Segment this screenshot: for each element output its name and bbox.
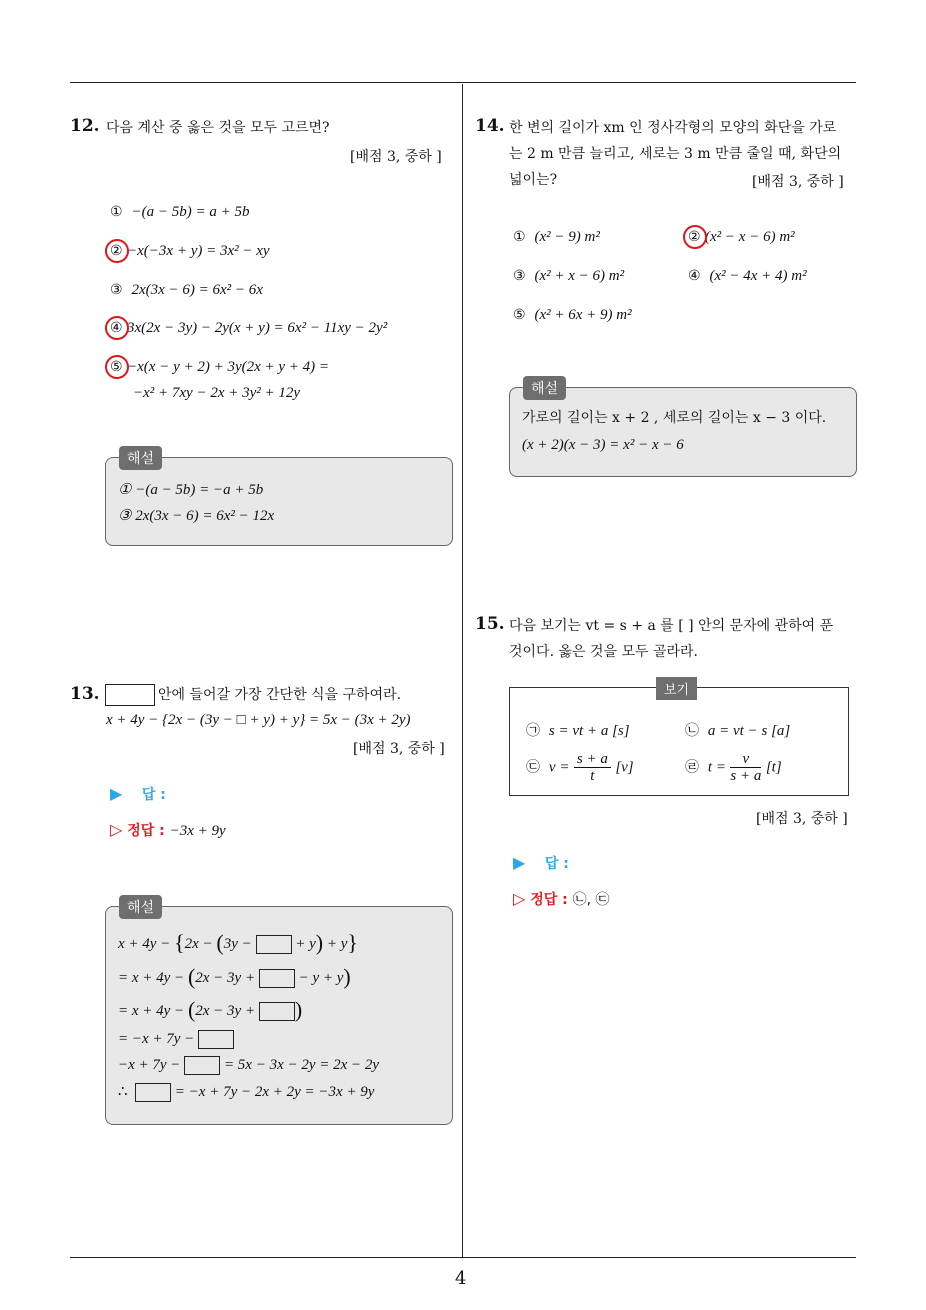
item-expr: a = vt − s [a] — [707, 723, 791, 739]
choice-label: ② — [688, 229, 701, 245]
q15-correct-answer-row — [513, 889, 610, 909]
choice-label: ① — [110, 204, 123, 220]
q12-difficulty: [배점 3, 중하 ] — [350, 149, 442, 165]
q15-item-4: ㉣ t = $\frac{v}{s + a}$ [t] — [685, 751, 782, 784]
q15-difficulty: [배점 3, 중하 ] — [756, 811, 848, 827]
item-expr: s = vt + a [s] — [548, 723, 630, 739]
choice-label: ③ — [513, 268, 526, 284]
q13-difficulty: [배점 3, 중하 ] — [353, 741, 445, 757]
choice-expr: −x(−3x + y) = 3x² − xy — [127, 243, 270, 259]
q13-correct-answer-row — [110, 820, 226, 840]
q13-blank-box — [105, 684, 155, 706]
q13-equation: x + 4y − {2x − (3y − □ + y) + y} = 5x − (3x + 2y) — [106, 712, 411, 728]
item-label: ㉡ — [685, 723, 699, 739]
blank-box — [259, 969, 295, 988]
q13-solution-line-2: = x + 4y − (2x − 3y + − y + y) — [118, 964, 351, 989]
q12-solution-tag: 해설 — [119, 446, 162, 470]
page-number: 4 — [455, 1268, 467, 1289]
q12-solution-line-1: ① −(a − 5b) = −a + 5b — [118, 482, 264, 498]
choice-expr: 2x(3x − 6) = 6x² − 6x — [131, 282, 263, 298]
q14-text-line-2: 는 2 m 만큼 늘리고, 세로는 3 m 만큼 줄일 때, 화단의 — [509, 146, 842, 162]
fraction: $\frac{s + a}{t}$ — [574, 751, 611, 784]
q14-choice-3[interactable] — [513, 268, 624, 285]
blank-box — [135, 1083, 171, 1102]
choice-label: ④ — [688, 268, 701, 284]
choice-expr: (x² + x − 6) m² — [534, 268, 625, 284]
correct-answer: ㉡, ㉢ — [572, 892, 610, 908]
q13-text: 안에 들어갈 가장 간단한 식을 구하여라. — [158, 687, 402, 703]
choice-expr: (x² − x − 6) m² — [705, 229, 795, 245]
q12-choice-5[interactable] — [110, 359, 329, 376]
q15-item-3: ㉢ v = $\frac{s + a}{t}$ [v] — [526, 751, 634, 784]
choice-expr: (x² + 6x + 9) m² — [534, 307, 632, 323]
q13-number: 13. — [70, 684, 100, 704]
q14-text-line-3: 넓이는? — [509, 172, 558, 188]
selected-mark-circle — [103, 353, 130, 380]
q13-solution-line-5: −x + 7y − = 5x − 3x − 2y = 2x − 2y — [118, 1056, 379, 1075]
q12-choice-4[interactable] — [110, 320, 387, 337]
q12-choice-2[interactable] — [110, 243, 270, 260]
q14-solution-line-1: 가로의 길이는 x + 2 , 세로의 길이는 x − 3 이다. — [522, 410, 827, 426]
item-label: ㉢ — [526, 759, 540, 776]
q15-item-1 — [526, 720, 630, 740]
column-divider — [462, 84, 463, 1258]
bottom-rule — [70, 1257, 856, 1258]
q14-choice-5[interactable] — [513, 307, 632, 324]
choice-label: ③ — [110, 282, 123, 298]
fraction: $\frac{v}{s + a}$ — [730, 751, 762, 784]
q15-boki-tag: 보기 — [656, 677, 697, 700]
q14-solution-box — [509, 387, 857, 477]
choice-label: ① — [513, 229, 526, 245]
top-rule — [70, 82, 856, 83]
choice-expr: −x(x − y + 2) + 3y(2x + y + 4) = — [127, 359, 330, 375]
choice-label: ② — [110, 243, 123, 259]
outline-triangle-icon: ▷ — [110, 820, 123, 839]
q15-item-2 — [685, 720, 790, 740]
choice-label: ⑤ — [110, 359, 123, 375]
correct-label: 정답 : — [530, 892, 568, 908]
q12-number: 12. — [70, 116, 100, 136]
blank-box — [256, 935, 292, 954]
selected-mark-circle — [103, 237, 130, 264]
q15-number: 15. — [475, 614, 505, 634]
blank-box — [259, 1002, 295, 1021]
q12-choice-5-continued: −x² + 7xy − 2x + 3y² + 12y — [133, 385, 301, 401]
q14-number: 14. — [475, 116, 505, 136]
q13-solution-line-1: x + 4y − {2x − (3y − + y) + y} — [118, 930, 358, 955]
correct-label: 정답 : — [127, 823, 165, 839]
q14-difficulty: [배점 3, 중하 ] — [752, 174, 844, 190]
play-triangle-icon: ▶ — [110, 784, 123, 803]
q15-answer-row[interactable] — [513, 853, 569, 873]
q14-text-line-1: 한 변의 길이가 xm 인 정사각형의 모양의 화단을 가로 — [509, 120, 837, 136]
selected-mark-circle — [103, 314, 130, 341]
outline-triangle-icon: ▷ — [513, 889, 526, 908]
correct-answer: −3x + 9y — [169, 823, 226, 839]
q12-choice-1[interactable] — [110, 204, 249, 221]
q13-solution-line-3: = x + 4y − (2x − 3y + ) — [118, 997, 303, 1022]
q13-solution-line-6: ∴ = −x + 7y − 2x + 2y = −3x + 9y — [118, 1082, 374, 1102]
choice-expr: (x² − 9) m² — [534, 229, 600, 245]
q12-choice-3[interactable] — [110, 282, 263, 299]
choice-expr: −(a − 5b) = a + 5b — [131, 204, 250, 220]
q13-solution-tag: 해설 — [119, 895, 162, 919]
item-label: ㉠ — [526, 723, 540, 739]
q14-choice-1[interactable] — [513, 229, 600, 246]
blank-box — [184, 1056, 220, 1075]
choice-label: ⑤ — [513, 307, 526, 323]
blank-box — [198, 1030, 234, 1049]
answer-label: 답 : — [141, 787, 166, 803]
q13-solution-line-4: = −x + 7y − — [118, 1030, 234, 1049]
q12-solution-box — [105, 457, 453, 546]
answer-label: 답 : — [544, 856, 569, 872]
item-label: ㉣ — [685, 759, 699, 776]
choice-expr: (x² − 4x + 4) m² — [709, 268, 807, 284]
selected-mark-circle — [681, 223, 708, 250]
play-triangle-icon: ▶ — [513, 853, 526, 872]
q15-text-line-1: 다음 보기는 vt = s + a 를 [ ] 안의 문자에 관하여 푼 — [509, 618, 834, 634]
q14-solution-tag: 해설 — [523, 376, 566, 400]
q15-text-line-2: 것이다. 옳은 것을 모두 골라라. — [509, 644, 698, 660]
q12-text: 다음 계산 중 옳은 것을 모두 고르면? — [106, 120, 330, 136]
q14-choice-4[interactable] — [688, 268, 807, 285]
choice-expr: 3x(2x − 3y) − 2y(x + y) = 6x² − 11xy − 2y² — [127, 320, 388, 336]
q13-answer-row[interactable] — [110, 784, 166, 804]
q14-solution-line-2: (x + 2)(x − 3) = x² − x − 6 — [522, 437, 684, 453]
choice-label: ④ — [110, 320, 123, 336]
q12-solution-line-2: ③ 2x(3x − 6) = 6x² − 12x — [118, 508, 275, 524]
